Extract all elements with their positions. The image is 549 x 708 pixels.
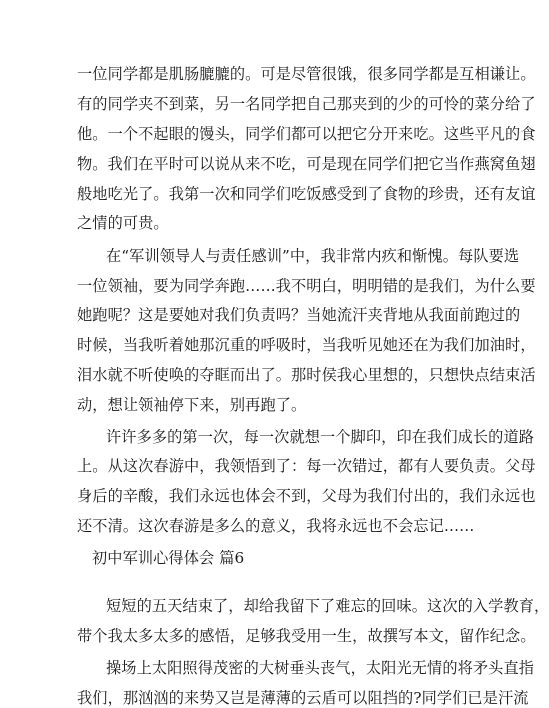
paragraph-line: 还不清。这次春游是多么的意义，我将永远也不会忘记…… <box>77 517 475 535</box>
paragraph-line: 她跑呢？这是要她对我们负责吗？当她流汗夹背地从我面前跑过的 <box>77 306 521 324</box>
paragraph-line: 一位领袖，要为同学奔跑……我不明白，明明错的是我们，为什么要 <box>77 277 536 295</box>
paragraph-line: 泪水就不听使唤的夺眶而出了。那时侯我心里想的，只想快点结束活 <box>77 366 536 384</box>
section-heading: 初中军训心得体会 篇6 <box>92 549 245 567</box>
paragraph-line: 许许多多的第一次，每一次就想一个脚印，印在我们成长的道路 <box>106 428 535 446</box>
paragraph-line: 有的同学夹不到菜，另一名同学把自己那夹到的少的可怜的菜分给了 <box>77 95 536 113</box>
paragraph-line: 时候，当我听着她那沉重的呼吸时，当我听见她还在为我们加油时， <box>77 336 536 354</box>
paragraph-line: 在“军训领导人与责任感训”中，我非常内疚和惭愧。每队要选 <box>106 247 520 265</box>
paragraph-line: 身后的辛酸，我们永远也体会不到，父母为我们付出的，我们永远也 <box>77 487 536 505</box>
paragraph-line: 物。我们在平时可以说从来不吃，可是现在同学们把它当作燕窝鱼翅 <box>77 155 536 173</box>
paragraph-line: 之情的可贵。 <box>77 214 169 232</box>
paragraph-line: 他。一个不起眼的馒头，同学们都可以把它分开来吃。这些平凡的食 <box>77 125 536 143</box>
paragraph-line: 我们，那汹汹的来势又岂是薄薄的云盾可以阻挡的?同学们已是汗流 <box>77 689 529 707</box>
paragraph-line: 操场上太阳照得茂密的大树垂头丧气，太阳光无情的将矛头直指 <box>106 659 535 677</box>
paragraph-line: 带个我太多太多的感悟，足够我受用一生，故撰写本文，留作纪念。 <box>77 627 536 645</box>
paragraph-line: 般地吃光了。我第一次和同学们吃饭感受到了食物的珍贵，还有友谊 <box>77 185 536 203</box>
paragraph-line: 动，想让领袖停下来，别再跑了。 <box>77 396 307 414</box>
paragraph-line: 上。从这次春游中，我领悟到了：每一次错过，都有人要负责。父母 <box>77 457 536 475</box>
paragraph-line: 一位同学都是肌肠膔膔的。可是尽管很饿，很多同学都是互相谦让。 <box>77 65 536 83</box>
paragraph-line: 短短的五天结束了，却给我留下了难忘的回味。这次的入学教育， <box>106 597 549 615</box>
